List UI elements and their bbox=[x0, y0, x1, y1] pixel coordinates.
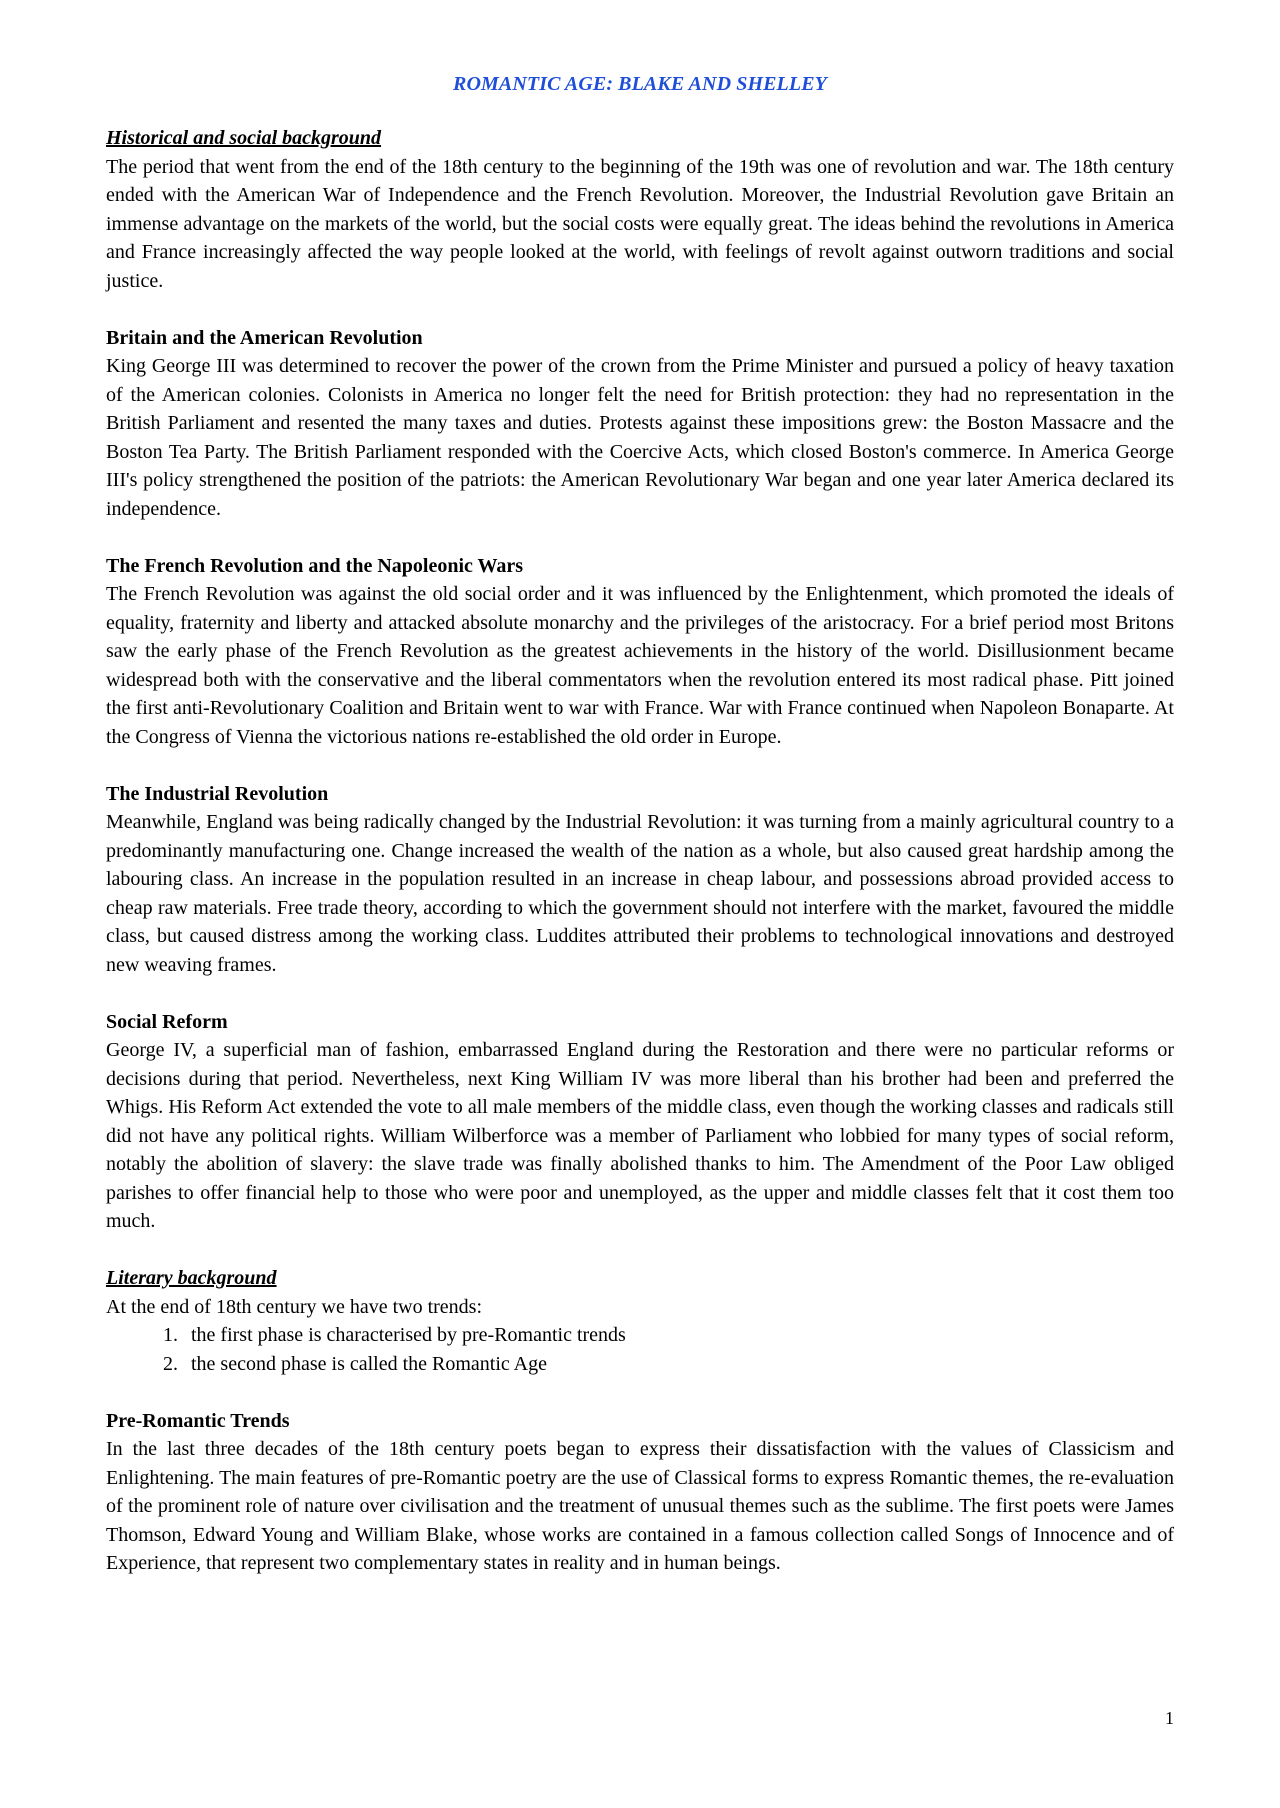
page-number: 1 bbox=[1165, 1708, 1174, 1728]
list-item: 2. the second phase is called the Romantic Age bbox=[183, 1350, 1174, 1379]
document-page bbox=[106, 70, 1174, 1606]
section-heading-preromantic: Pre-Romantic Trends bbox=[106, 1409, 290, 1432]
paragraph-american: King George III was determined to recover the power of the crown from the Prime Minister and pursued a policy of heavy taxation of the American colonies. Colonists in America no longer felt the need for British protection: they had no representation in the British Parliament and resented the many taxes and duties. Protests against these impositions grew: the Boston Massacre and the Boston Tea Party. The British Parliament responded with the Coercive Acts, which closed Boston's commerce. In America George III's policy strengthened the position of the patriots: the American Revolutionary War began and one year later America declared its independence. bbox=[106, 355, 1174, 520]
paragraph-historical: The period that went from the end of the 18th century to the beginning of the 19th was one of revolution and war. The 18th century ended with the American War of Independence and the French Revolution. Moreover, the Industrial Revolution gave Britain an immense advantage on the markets of the world, but the social costs were equally great. The ideas behind the revolutions in America and France increasingly affected the way people looked at the world, with feelings of revolt against outworn traditions and social justice. bbox=[106, 155, 1174, 292]
section-heading-social: Social Reform bbox=[106, 1010, 228, 1033]
section-heading-industrial: The Industrial Revolution bbox=[106, 782, 329, 805]
list-item: 1. the first phase is characterised by pre-Romantic trends bbox=[183, 1321, 1174, 1350]
trends-list bbox=[106, 1321, 1174, 1378]
paragraph-french: The French Revolution was against the old social order and it was influenced by the Enlightenment, which promoted the ideals of equality, fraternity and liberty and attacked absolute monarchy and the privileges of the aristocracy. For a brief period most Britons saw the early phase of the French Revolution as the greatest achievements in the history of the world. Disillusionment became widespread both with the conservative and the liberal commentators when the revolution entered its most radical phase. Pitt joined the first anti-Revolutionary Coalition and Britain went to war with France. War with France continued when Napoleon Bonaparte. At the Congress of Vienna the victorious nations re-established the old order in Europe. bbox=[106, 583, 1174, 748]
section-heading-french: The French Revolution and the Napoleonic Wars bbox=[106, 554, 524, 577]
paragraph-literary: At the end of 18th century we have two trends: bbox=[106, 1295, 483, 1318]
document-title: ROMANTIC AGE: BLAKE AND SHELLEY bbox=[453, 73, 827, 95]
paragraph-industrial: Meanwhile, England was being radically changed by the Industrial Revolution: it was turning from a mainly agricultural country to a predominantly manufacturing one. Change increased the wealth of the nation as a whole, but also caused great hardship among the labouring class. An increase in the population resulted in an increase in cheap labour, and possessions abroad provided access to cheap raw materials. Free trade theory, according to which the government should not interfere with the market, favoured the middle class, but caused distress among the working class. Luddites attributed their problems to technological innovations and destroyed new weaving frames. bbox=[106, 811, 1174, 976]
section-heading-literary: Literary background bbox=[106, 1267, 277, 1289]
paragraph-preromantic: In the last three decades of the 18th century poets began to express their dissatisfaction with the values of Classicism and Enlightening. The main features of pre-Romantic poetry are the use of Classical forms to express Romantic themes, the re-evaluation of the prominent role of nature over civilisation and the treatment of unusual themes such as the sublime. The first poets were James Thomson, Edward Young and William Blake, whose works are contained in a famous collection called Songs of Innocence and of Experience, that represent two complementary states in reality and in human beings. bbox=[106, 1438, 1174, 1574]
section-heading-historical: Historical and social background bbox=[106, 127, 382, 149]
paragraph-social: George IV, a superficial man of fashion, embarrassed England during the Restoration and there were no particular reforms or decisions during that period. Nevertheless, next King William IV was more liberal than his brother had been and preferred the Whigs. His Reform Act extended the vote to all male members of the middle class, even though the working classes and radicals still did not have any political rights. William Wilberforce was a member of Parliament who lobbied for many types of social reform, notably the abolition of slavery: the slave trade was finally abolished thanks to him. The Amendment of the Poor Law obliged parishes to offer financial help to those who were poor and unemployed, as the upper and middle classes felt that it cost them too much. bbox=[106, 1039, 1174, 1232]
section-heading-american: Britain and the American Revolution bbox=[106, 326, 423, 349]
